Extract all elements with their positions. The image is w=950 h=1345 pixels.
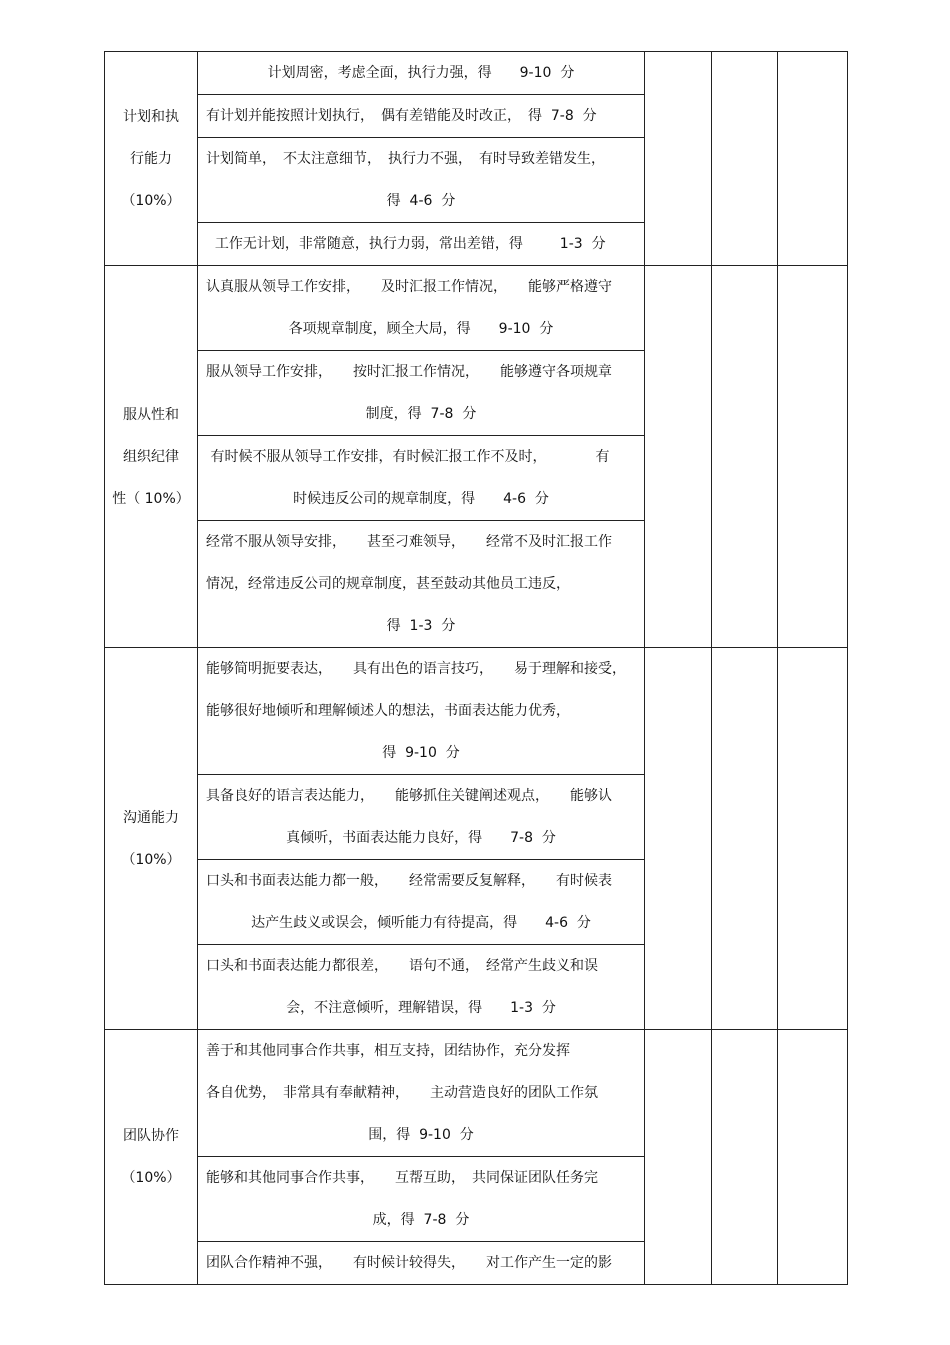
criterion-text-line: 得 1-3 分 (386, 618, 456, 634)
criterion-row (105, 266, 848, 351)
criterion-cell (198, 223, 645, 266)
criterion-cell (198, 648, 645, 775)
criterion-text-line: 具备良好的语言表达能力， 能够抓住关键阐述观点， 能够认 (206, 788, 612, 804)
criterion-text-line: 认真服从领导工作安排， 及时汇报工作情况， 能够严格遵守 (206, 279, 612, 295)
category-label-line: 计划和执 (123, 108, 179, 125)
criterion-cell (198, 1030, 645, 1157)
criterion-cell (198, 775, 645, 860)
criterion-text-line: 服从领导工作安排， 按时汇报工作情况， 能够遵守各项规章 (206, 364, 612, 380)
criterion-row (105, 52, 848, 95)
criterion-text-line: 制度，得 7-8 分 (365, 406, 477, 422)
criterion-text-line: 时候违反公司的规章制度，得 4-6 分 (293, 491, 549, 507)
final-score-cell[interactable] (778, 648, 848, 1030)
category-label-line: 行能力 (130, 150, 172, 167)
criterion-cell (198, 1242, 645, 1285)
criterion-cell (198, 945, 645, 1030)
criterion-text-line: 各项规章制度，顾全大局，得 9-10 分 (288, 321, 554, 337)
category-label-line: 团队协作 (123, 1128, 179, 1144)
reviewer-score-cell[interactable] (712, 266, 778, 648)
final-score-cell[interactable] (778, 52, 848, 266)
criterion-row (105, 648, 848, 775)
criterion-text-line: 能够和其他同事合作共事， 互帮互助， 共同保证团队任务完 (206, 1170, 598, 1186)
criterion-cell (198, 95, 645, 138)
criterion-cell (198, 521, 645, 648)
criterion-text-line: 得 9-10 分 (382, 745, 460, 761)
criterion-text-line: 会，不注意倾听，理解错误，得 1-3 分 (286, 1000, 556, 1016)
reviewer-score-cell[interactable] (712, 52, 778, 266)
self-score-cell[interactable] (645, 266, 712, 648)
criterion-cell (198, 266, 645, 351)
criterion-text-line: 工作无计划，非常随意，执行力弱，常出差错，得 1-3 分 (206, 236, 606, 252)
self-score-cell[interactable] (645, 648, 712, 1030)
criterion-text-line: 口头和书面表达能力都一般， 经常需要反复解释， 有时候表 (206, 873, 612, 889)
category-cell (105, 648, 198, 1030)
category-cell (105, 1030, 198, 1285)
category-label-line: （10%） (121, 1170, 181, 1186)
criterion-cell (198, 351, 645, 436)
criterion-text-line: 能够很好地倾听和理解倾述人的想法，书面表达能力优秀， (206, 703, 570, 719)
final-score-cell[interactable] (778, 266, 848, 648)
self-score-cell[interactable] (645, 1030, 712, 1285)
criterion-text-line: 情况，经常违反公司的规章制度，甚至鼓动其他员工违反， (206, 576, 570, 592)
criterion-text-line: 口头和书面表达能力都很差， 语句不通， 经常产生歧义和误 (206, 958, 598, 974)
category-cell (105, 266, 198, 648)
criterion-text-line: 有时候不服从领导工作安排，有时候汇报工作不及时， 有 (206, 449, 610, 465)
criterion-text-line: 成，得 7-8 分 (372, 1212, 470, 1228)
criterion-cell (198, 138, 645, 223)
criterion-cell (198, 860, 645, 945)
criterion-text-line: 有计划并能按照计划执行， 偶有差错能及时改正， 得 7-8 分 (206, 108, 597, 124)
criterion-text-line: 计划周密，考虑全面，执行力强，得 9-10 分 (267, 65, 575, 81)
criterion-text-line: 善于和其他同事合作共事，相互支持，团结协作，充分发挥 (206, 1043, 570, 1059)
criterion-text-line: 得 4-6 分 (386, 193, 456, 209)
category-cell (105, 52, 198, 266)
criterion-text-line: 达产生歧义或误会，倾听能力有待提高，得 4-6 分 (251, 915, 591, 931)
criterion-text-line: 计划简单， 不太注意细节， 执行力不强， 有时导致差错发生， (206, 151, 605, 167)
category-label-line: 性（ 10%） (112, 490, 190, 507)
final-score-cell[interactable] (778, 1030, 848, 1285)
category-label-line: 沟通能力 (123, 809, 179, 826)
category-label-line: （10%） (121, 192, 181, 209)
criterion-text-line: 团队合作精神不强， 有时候计较得失， 对工作产生一定的影 (206, 1255, 612, 1271)
criterion-row (105, 1030, 848, 1157)
category-label-line: 服从性和 (123, 406, 179, 423)
criterion-text-line: 能够简明扼要表达， 具有出色的语言技巧， 易于理解和接受， (206, 661, 626, 677)
category-label-line: 组织纪律 (123, 448, 179, 465)
criterion-cell (198, 1157, 645, 1242)
criterion-cell (198, 436, 645, 521)
reviewer-score-cell[interactable] (712, 1030, 778, 1285)
criterion-text-line: 各自优势， 非常具有奉献精神， 主动营造良好的团队工作氛 (206, 1085, 598, 1101)
criterion-text-line: 真倾听，书面表达能力良好，得 7-8 分 (286, 830, 556, 846)
category-label-line: （10%） (121, 851, 181, 868)
criterion-cell (198, 52, 645, 95)
evaluation-table-body (105, 52, 848, 1285)
reviewer-score-cell[interactable] (712, 648, 778, 1030)
criterion-text-line: 围，得 9-10 分 (368, 1127, 474, 1143)
evaluation-table (104, 51, 848, 1285)
criterion-text-line: 经常不服从领导安排， 甚至刁难领导， 经常不及时汇报工作 (206, 534, 612, 550)
self-score-cell[interactable] (645, 52, 712, 266)
